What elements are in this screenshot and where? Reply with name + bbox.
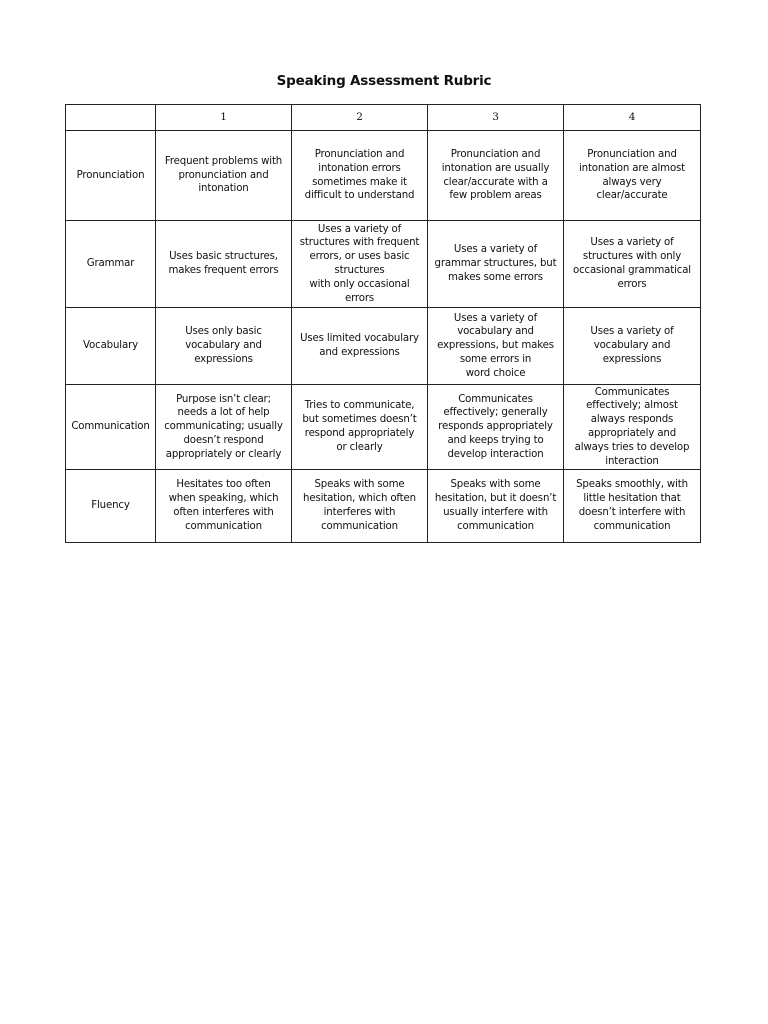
descriptor-text: Hesitates too often when speaking, which often interferes with communication: [168, 479, 279, 532]
descriptor-text: Frequent problems with pronunciation and intonation: [164, 155, 283, 195]
descriptor-cell: [564, 131, 701, 221]
descriptor-text: Uses a variety of vocabulary and expressions: [590, 326, 674, 365]
criterion-label: Fluency: [91, 500, 130, 512]
descriptor-cell: [564, 385, 701, 470]
descriptor-text: Uses only basic vocabulary and expressions: [185, 326, 262, 365]
rubric-row-grammar: [66, 221, 701, 308]
criterion-cell: [66, 470, 156, 543]
level-header-4: 4: [564, 105, 701, 131]
descriptor-cell: [428, 385, 564, 470]
rubric-row-pronunciation: [66, 131, 701, 221]
descriptor-cell: [292, 131, 428, 221]
descriptor-text: Tries to communicate, but sometimes doesn’t respond appropriately or clearly: [302, 400, 417, 453]
descriptor-cell: [292, 308, 428, 385]
rubric-row-fluency: [66, 470, 701, 543]
descriptor-text: Communicates effectively; generally responds appropriately and keeps trying to develop interaction: [438, 393, 553, 460]
criterion-cell: [66, 131, 156, 221]
descriptor-cell: [156, 308, 292, 385]
descriptor-cell: [564, 308, 701, 385]
descriptor-text: Uses limited vocabulary and expressions: [300, 333, 419, 358]
descriptor-text: Speaks with some hesitation, which often interferes with communication: [303, 479, 416, 532]
descriptor-text: Uses basic structures, makes frequent errors: [168, 251, 279, 276]
rubric-row-vocabulary: [66, 308, 701, 385]
descriptor-cell: [156, 221, 292, 308]
descriptor-text: Communicates effectively; almost always responds appropriately and always tries to develop interaction: [574, 386, 690, 467]
criterion-cell: [66, 385, 156, 470]
descriptor-cell: [428, 470, 564, 543]
descriptor-text: Uses a variety of structures with only occasional grammatical errors: [572, 237, 691, 290]
descriptor-text: Uses a variety of vocabulary and expressions, but makes some errors in word choice: [437, 312, 554, 379]
level-header-2: 2: [292, 105, 428, 131]
descriptor-text: Uses a variety of structures with frequent errors, or uses basic structures with only occasional errors: [299, 223, 420, 304]
page-title: Speaking Assessment Rubric: [276, 73, 492, 89]
descriptor-text: Purpose isn’t clear; needs a lot of help communicating; usually doesn’t respond appropriately or clearly: [164, 393, 283, 460]
descriptor-cell: [156, 131, 292, 221]
descriptor-text: Pronunciation and intonation are almost always very clear/accurate: [578, 148, 686, 202]
descriptor-cell: [292, 221, 428, 308]
descriptor-text: Speaks with some hesitation, but it doesn’t usually interfere with communication: [434, 479, 557, 532]
rubric-row-communication: [66, 385, 701, 470]
criterion-cell: [66, 221, 156, 308]
descriptor-cell: [292, 470, 428, 543]
descriptor-cell: [428, 308, 564, 385]
descriptor-cell: [292, 385, 428, 470]
level-header-3: 3: [428, 105, 564, 131]
descriptor-text: Pronunciation and intonation errors sometimes make it difficult to understand: [304, 148, 415, 202]
descriptor-cell: [156, 470, 292, 543]
descriptor-cell: [564, 221, 701, 308]
criterion-label: Pronunciation: [76, 169, 145, 181]
criterion-label: Communication: [71, 421, 150, 433]
descriptor-text: Uses a variety of grammar structures, but makes some errors: [434, 244, 557, 283]
level-header-1: 1: [156, 105, 292, 131]
corner-cell: [66, 105, 156, 131]
descriptor-cell: [428, 131, 564, 221]
descriptor-cell: [564, 470, 701, 543]
rubric-table: [65, 104, 701, 543]
descriptor-text: Speaks smoothly, with little hesitation that doesn’t interfere with communication: [576, 479, 688, 532]
descriptor-text: Pronunciation and intonation are usually clear/accurate with a few problem areas: [441, 148, 550, 202]
criterion-label: Vocabulary: [83, 340, 138, 352]
descriptor-cell: [156, 385, 292, 470]
descriptor-cell: [428, 221, 564, 308]
criterion-cell: [66, 308, 156, 385]
criterion-label: Grammar: [86, 258, 135, 270]
header-row: [66, 105, 701, 131]
